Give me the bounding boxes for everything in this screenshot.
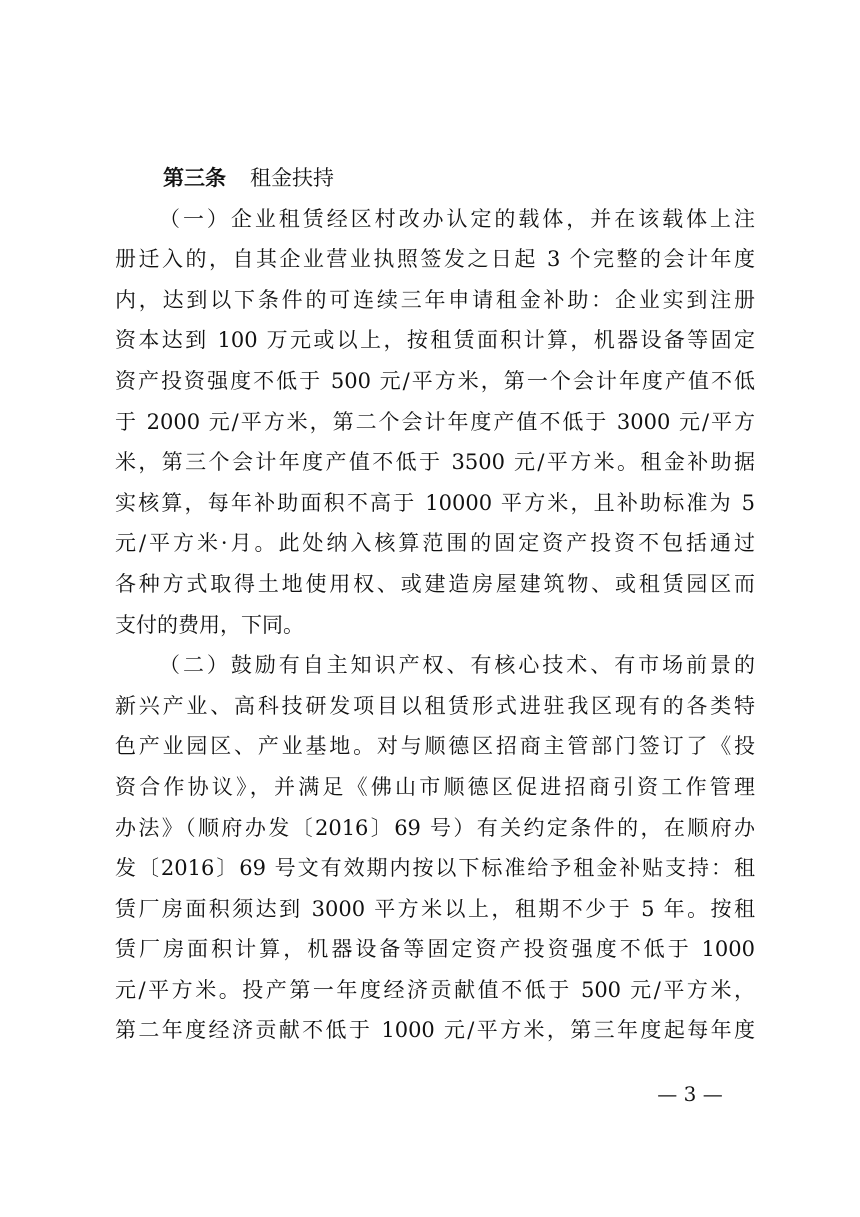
paragraph-line: 资合作协议》，并满足《佛山市顺德区促进招商引资工作管理	[115, 774, 755, 799]
article-title: 租金扶持	[250, 166, 334, 190]
paragraph-line: 赁厂房面积计算，机器设备等固定资产投资强度不低于 1000	[115, 937, 755, 962]
paragraph-line: 资产投资强度不低于 500 元/平方米，第一个会计年度产值不低	[115, 368, 755, 393]
document-body	[115, 158, 755, 1051]
paragraph-line: 第二年度经济贡献不低于 1000 元/平方米，第三年度起每年度	[115, 1018, 755, 1043]
paragraph-line: 赁厂房面积须达到 3000 平方米以上，租期不少于 5 年。按租	[115, 896, 755, 921]
paragraph-line: 色产业园区、产业基地。对与顺德区招商主管部门签订了《投	[115, 734, 755, 759]
paragraph-1	[115, 199, 755, 646]
paragraph-2	[115, 645, 755, 1051]
paragraph-line: 各种方式取得土地使用权、或建造房屋建筑物、或租赁园区而	[115, 571, 755, 596]
paragraph-line: 米，第三个会计年度产值不低于 3500 元/平方米。租金补助据	[115, 450, 755, 475]
paragraph-line: 元/平方米。投产第一年度经济贡献值不低于 500 元/平方米，	[115, 977, 755, 1002]
paragraph-line: 册迁入的，自其企业营业执照签发之日起 3 个完整的会计年度	[115, 247, 755, 272]
paragraph-line: 发〔2016〕69 号文有效期内按以下标准给予租金补贴支持：租	[115, 856, 755, 881]
paragraph-line: 元/平方米·月。此处纳入核算范围的固定资产投资不包括通过	[115, 531, 755, 556]
paragraph-line: 支付的费用，下同。	[115, 612, 304, 637]
page-number: — 3 —	[657, 1082, 723, 1106]
paragraph-line: 资本达到 100 万元或以上，按租赁面积计算，机器设备等固定	[115, 328, 755, 353]
paragraph-line: 实核算，每年补助面积不高于 10000 平方米，且补助标准为 5	[115, 490, 755, 515]
paragraph-line: （二）鼓励有自主知识产权、有核心技术、有市场前景的	[159, 653, 755, 678]
paragraph-line: 于 2000 元/平方米，第二个会计年度产值不低于 3000 元/平方	[115, 409, 755, 434]
paragraph-line: 办法》（顺府办发〔2016〕69 号）有关约定条件的，在顺府办	[115, 815, 755, 840]
paragraph-line: 内，达到以下条件的可连续三年申请租金补助：企业实到注册	[115, 287, 755, 312]
article-label: 第三条	[163, 166, 226, 190]
paragraph-line: （一）企业租赁经区村改办认定的载体，并在该载体上注	[159, 206, 755, 231]
paragraph-line: 新兴产业、高科技研发项目以租赁形式进驻我区现有的各类特	[115, 693, 755, 718]
article-heading	[115, 158, 755, 199]
